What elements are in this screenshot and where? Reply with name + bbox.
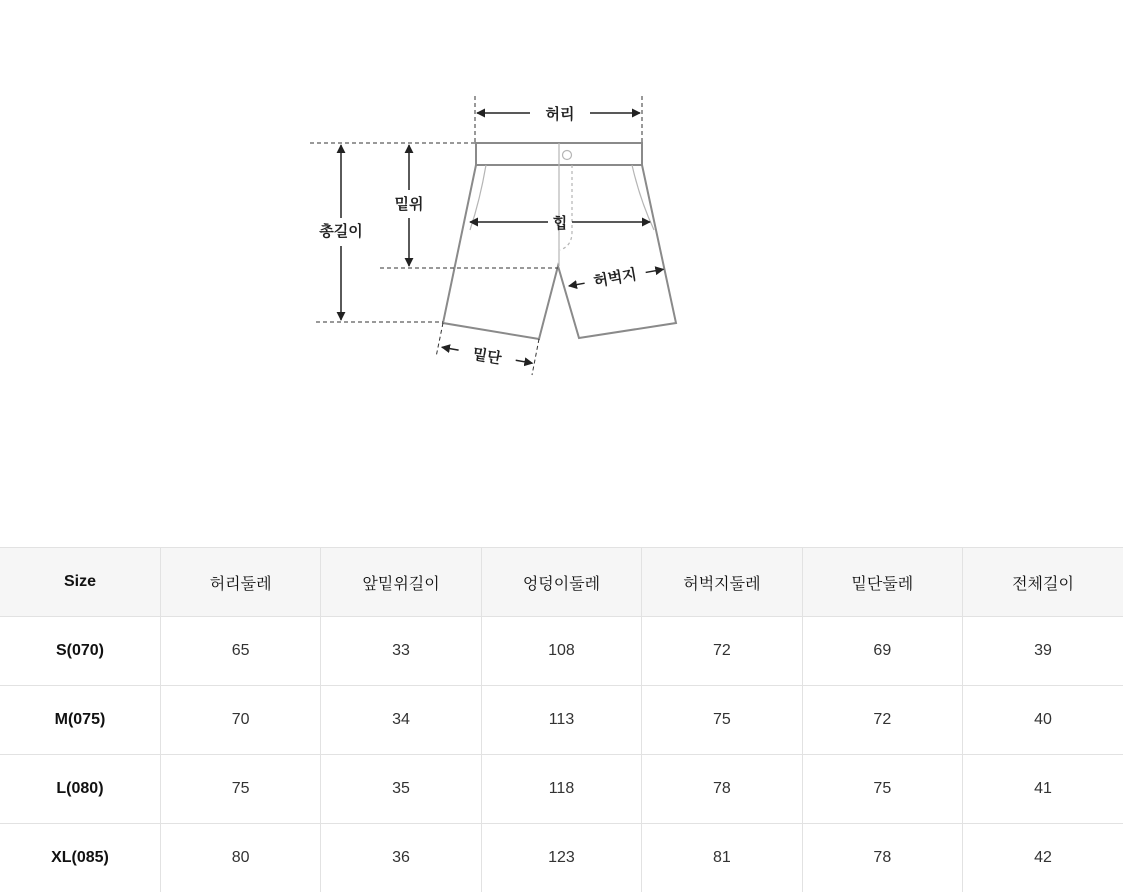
table-cell: 75 [802, 755, 962, 824]
size-table [0, 547, 1123, 892]
table-cell: 78 [642, 755, 802, 824]
table-cell: 35 [321, 755, 481, 824]
table-row [0, 686, 1123, 755]
shorts-details [470, 143, 654, 266]
table-cell: 65 [160, 617, 320, 686]
table-cell: 118 [481, 755, 641, 824]
table-cell: 72 [802, 686, 962, 755]
header-hip: 엉덩이둘레 [481, 548, 641, 617]
waist-measurement [477, 105, 640, 123]
table-cell: 39 [963, 617, 1123, 686]
table-cell: 42 [963, 824, 1123, 892]
rise-measurement [395, 145, 424, 266]
header-front-rise: 앞밑위길이 [321, 548, 481, 617]
table-cell: 69 [802, 617, 962, 686]
header-thigh: 허벅지둘레 [642, 548, 802, 617]
table-cell: 34 [321, 686, 481, 755]
table-cell: 108 [481, 617, 641, 686]
table-cell: 75 [642, 686, 802, 755]
header-total-length: 전체길이 [963, 548, 1123, 617]
table-cell: 113 [481, 686, 641, 755]
header-hem: 밑단둘레 [802, 548, 962, 617]
size-cell: S(070) [0, 617, 160, 686]
table-cell: 72 [642, 617, 802, 686]
thigh-label: 허벅지 [592, 265, 638, 290]
total-length-label: 총길이 [318, 222, 362, 240]
thigh-measurement [567, 260, 665, 294]
table-cell: 36 [321, 824, 481, 892]
table-cell: 40 [963, 686, 1123, 755]
table-cell: 78 [802, 824, 962, 892]
hip-measurement [470, 214, 650, 232]
table-row [0, 617, 1123, 686]
hem-label: 밑단 [471, 345, 503, 368]
header-waist: 허리둘레 [160, 548, 320, 617]
table-header-row [0, 548, 1123, 617]
table-cell: 33 [321, 617, 481, 686]
table-cell: 75 [160, 755, 320, 824]
table-cell: 81 [642, 824, 802, 892]
size-cell: XL(085) [0, 824, 160, 892]
table-cell: 80 [160, 824, 320, 892]
table-cell: 41 [963, 755, 1123, 824]
size-cell: M(075) [0, 686, 160, 755]
table-cell: 70 [160, 686, 320, 755]
hip-label: 힙 [553, 214, 568, 232]
table-row [0, 755, 1123, 824]
waist-label: 허리 [546, 105, 575, 123]
table-cell: 123 [481, 824, 641, 892]
rise-label: 밑위 [395, 195, 424, 213]
header-size: Size [0, 548, 160, 617]
size-cell: L(080) [0, 755, 160, 824]
hem-measurement [440, 339, 534, 373]
total-length-measurement [318, 145, 362, 320]
